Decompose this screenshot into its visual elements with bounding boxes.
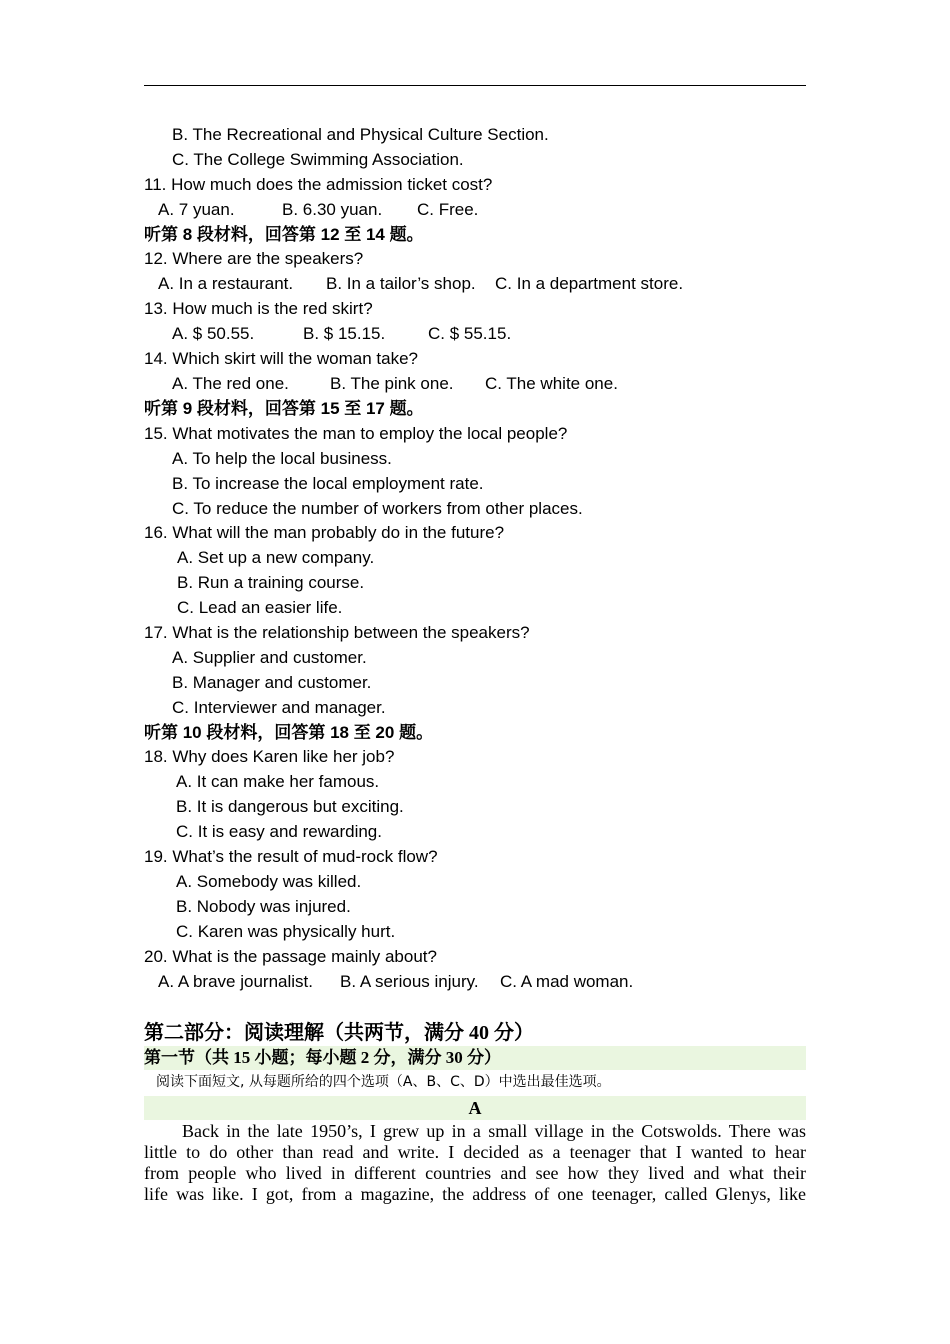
question-stem: 19. What’s the result of mud-rock flow? [144,847,438,866]
option-row [158,199,479,221]
option-line: B. Nobody was injured. [176,897,351,916]
option-line: A. Somebody was killed. [176,872,362,891]
option-line: A. It can make her famous. [176,772,380,791]
question-stem: 13. How much is the red skirt? [144,299,373,318]
passage-line: little to do other than read and write. I decided as a teenager that I wanted to hear [144,1142,806,1162]
option-c: C. In a department store. [495,274,684,293]
option-line: C. Lead an easier life. [177,598,343,617]
question-stem: 16. What will the man probably do in the future? [144,523,505,542]
option-a: A. In a restaurant. [158,274,294,293]
option-c: C. Free. [417,200,479,219]
option-row [172,323,512,345]
passage-text [144,1121,806,1205]
section-heading: 听第 9 段材料，回答第 15 至 17 题。 [144,399,424,418]
section-heading: 听第 10 段材料，回答第 18 至 20 题。 [144,723,434,742]
option-line: B. The Recreational and Physical Culture Section. [172,125,549,144]
section-title: 第一节（共 15 小题；每小题 2 分，满分 30 分） [144,1048,501,1067]
option-row [172,373,618,395]
option-line: A. To help the local business. [172,449,392,468]
option-a: A. The red one. [172,374,289,393]
passage-line: life was like. I got, from a magazine, the address of one teenager, called Glenys, like [144,1184,806,1204]
option-line: C. The College Swimming Association. [172,150,464,169]
option-a: A. 7 yuan. [158,200,235,219]
option-b: B. In a tailor’s shop. [326,274,476,293]
question-stem: 11. How much does the admission ticket cost? [144,175,493,194]
question-stem: 14. Which skirt will the woman take? [144,349,418,368]
section-title-band [144,1046,806,1070]
option-line: C. Karen was physically hurt. [176,922,396,941]
question-stem: 15. What motivates the man to employ the local people? [144,424,568,443]
passage-line: Back in the late 1950’s, I grew up in a small village in the Cotswolds. There was [182,1121,806,1141]
passage-line: from people who lived in different countries and see how they lived and what their [144,1163,806,1183]
part-title: 第二部分：阅读理解（共两节，满分 40 分） [144,1022,534,1044]
option-a: A. A brave journalist. [158,972,313,991]
question-stem: 12. Where are the speakers? [144,249,364,268]
option-b: B. 6.30 yuan. [282,200,383,219]
option-line: B. To increase the local employment rate. [172,474,484,493]
option-c: C. The white one. [485,374,618,393]
instruction-text: 阅读下面短文, 从每题所给的四个选项（A、B、C、D）中选出最佳选项。 [156,1074,611,1090]
option-line: C. Interviewer and manager. [172,698,386,717]
option-row [158,971,634,993]
option-a: A. $ 50.55. [172,324,255,343]
option-row [158,273,684,295]
passage-label: A [468,1098,482,1118]
question-stem: 18. Why does Karen like her job? [144,747,395,766]
option-line: C. To reduce the number of workers from other places. [172,499,583,518]
option-b: B. A serious injury. [340,972,479,991]
option-line: B. It is dangerous but exciting. [176,797,404,816]
passage-label-band [144,1096,806,1120]
option-b: B. The pink one. [330,374,454,393]
question-stem: 17. What is the relationship between the speakers? [144,623,530,642]
option-line: A. Set up a new company. [177,548,375,567]
option-line: A. Supplier and customer. [172,648,367,667]
option-c: C. A mad woman. [500,972,634,991]
section-heading: 听第 8 段材料，回答第 12 至 14 题。 [144,225,424,244]
option-line: B. Run a training course. [177,573,365,592]
option-c: C. $ 55.15. [428,324,512,343]
option-line: B. Manager and customer. [172,673,372,692]
option-line: C. It is easy and rewarding. [176,822,382,841]
header-rule [144,85,806,86]
option-b: B. $ 15.15. [303,324,386,343]
question-stem: 20. What is the passage mainly about? [144,947,437,966]
